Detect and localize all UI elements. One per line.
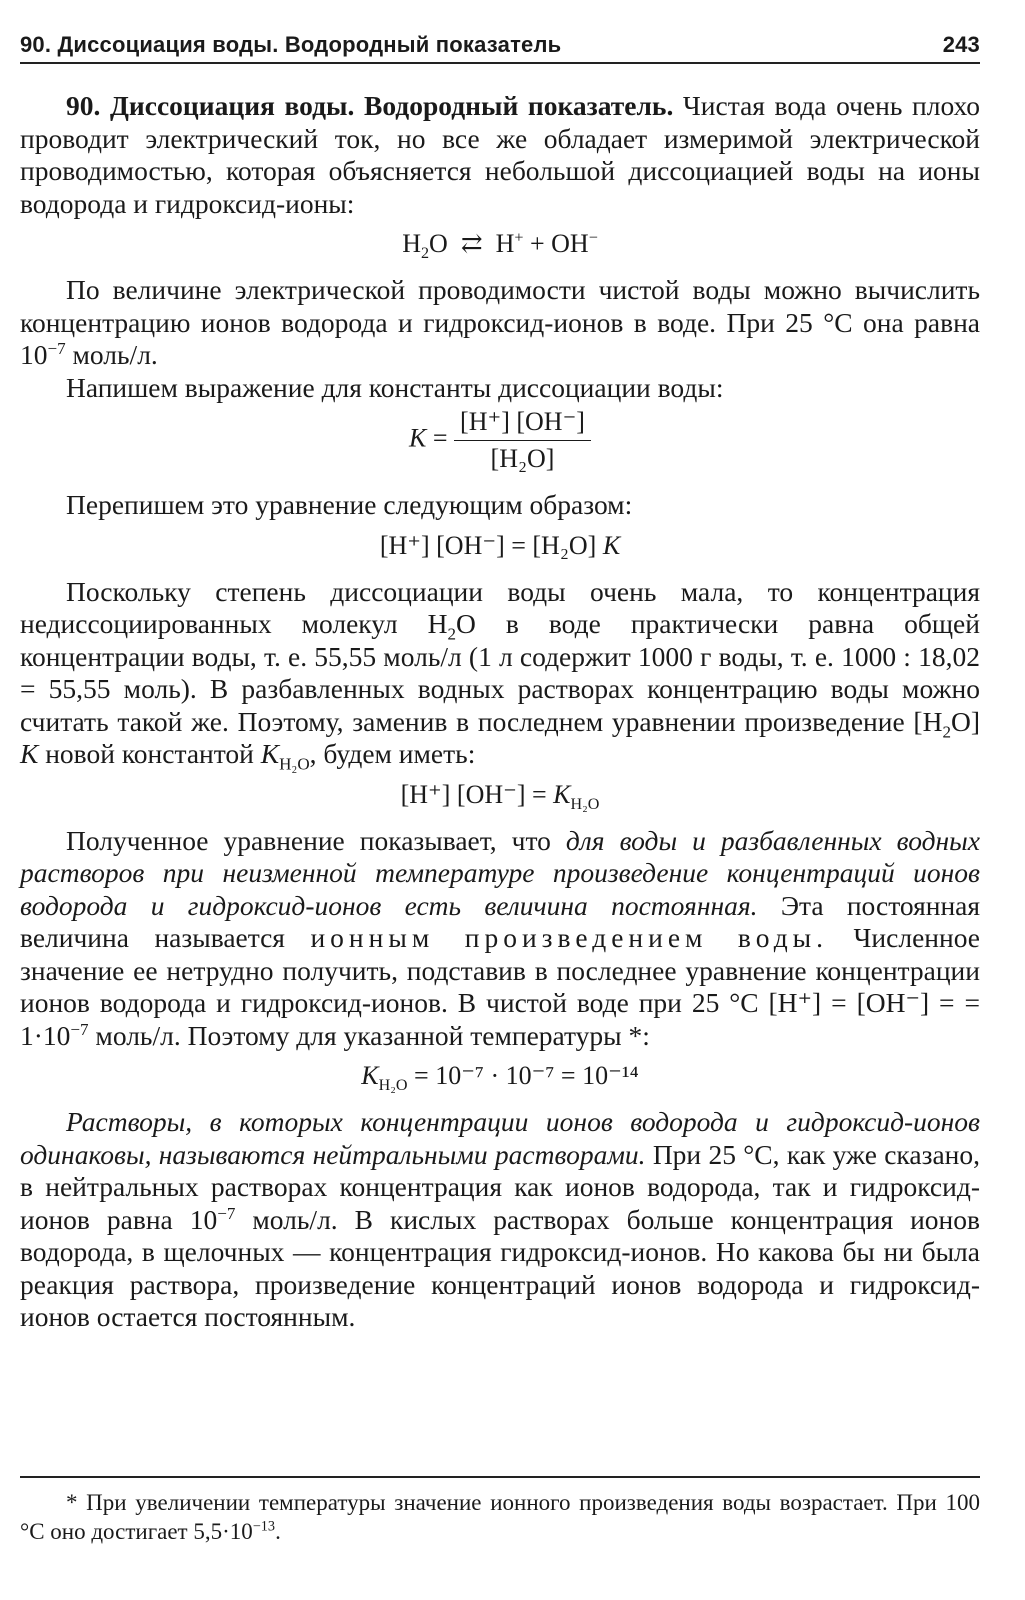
water-dissociation-equation	[20, 226, 980, 262]
section-heading: 90. Диссоциация воды. Водородный показатель.	[66, 90, 674, 121]
rewritten-equation	[20, 528, 980, 564]
eq5-text: = 10⁻⁷ · 10⁻⁷ = 10⁻¹⁴	[407, 1061, 639, 1090]
eq1-product-oh-charge: −	[588, 229, 598, 247]
p2-tail: моль/л.	[65, 339, 158, 370]
p5-sub-a: 2	[447, 624, 456, 644]
p6-term: ионным произведением воды.	[310, 922, 829, 953]
p7-part-a: При 25 °С, как уже сказано, в нейтральных растворах концентрация как ионов водорода, так и гидроксид-ионов равна 10	[20, 1138, 980, 1235]
p5-constant: K	[20, 738, 39, 769]
p7-italic-definition: Растворы, в которых концентрации ионов водорода и гидроксид-ионов одинаковы, называются нейтральными растворами.	[20, 1106, 980, 1170]
footnote-rule	[20, 1476, 980, 1478]
ionic-product-value	[20, 1058, 980, 1094]
fraction-denominator: [H₂O]	[490, 444, 555, 473]
eq3-constant: K	[602, 530, 621, 560]
eq1-product-h-charge: +	[514, 229, 524, 247]
running-head	[20, 22, 980, 58]
p5-constant-kw: K	[260, 738, 280, 769]
p5-part-c: O]	[950, 705, 980, 737]
eq4-constant: K	[553, 779, 571, 809]
p5-constant-kw-sub: H₂O	[279, 754, 310, 774]
intro-paragraph	[20, 90, 980, 220]
p5-part-b: O в воде практически равна общей концентрации воды, т. е. 55,55 моль/л (1 л содержит 1000 г воды, т. е. 1000 : 18,02 = 55,55 моль). В разбавленных водных растворах концентрацию воды можно считать такой же. Поэтому, заменив в последнем уравнении произведение [H	[20, 608, 980, 737]
constant-intro-paragraph: Напишем выражение для константы диссоциации воды:	[66, 371, 724, 403]
eq1-product-oh: OH	[551, 229, 589, 258]
equals-sign: =	[426, 423, 455, 453]
neutral-solutions-paragraph	[20, 1106, 980, 1334]
rewrite-paragraph: Перепишем это уравнение следующим образом:	[66, 489, 633, 520]
p5-part-e: , будем иметь:	[309, 738, 476, 769]
p6-part-b: Эта постоянная величина называется	[20, 889, 981, 953]
p5-part-d: новой константой	[38, 738, 261, 769]
p6-exponent: −7	[70, 1019, 89, 1039]
p7-exponent: −7	[217, 1203, 236, 1223]
page-body	[20, 90, 980, 1334]
p6-part-a: Полученное уравнение показывает, что	[66, 824, 566, 856]
p6-italic-statement: для воды и разбавленных водных растворов при неизменной температуре произведение концентраций ионов водорода и гидроксид-ионов есть величина постоянная.	[20, 824, 980, 921]
fraction	[454, 406, 591, 475]
p7-part-b: моль/л. В кислых растворах больше концентрация ионов водорода, в щелочных — концентрация гидроксид-ионов. Но какова бы ни была реакция раствора, произведение концентраций ионов водорода и гидроксид-ионов остается постоянным.	[20, 1203, 980, 1332]
conductivity-paragraph	[20, 274, 980, 372]
p5-part-a: Поскольку степень диссоциации воды очень мала, то концентрация недиссоциированных молекул H	[20, 575, 980, 639]
fraction-numerator: [H⁺] [OH⁻]	[454, 406, 591, 441]
eq5-constant-sub: H₂O	[378, 1077, 408, 1095]
constant-symbol: K	[409, 423, 427, 453]
eq1-product-h: H	[495, 229, 515, 258]
ionic-product-paragraph	[20, 825, 980, 1053]
header-rule	[20, 62, 980, 64]
eq1-reactant-sub: 2	[420, 245, 430, 263]
p5-sub-b: 2	[942, 722, 951, 741]
book-page	[20, 0, 980, 1600]
running-head-title: 90. Диссоциация воды. Водородный показатель	[20, 32, 562, 57]
footnote-exponent: −13	[252, 1518, 276, 1535]
p2-text: По величине электрической проводимости чистой воды можно вычислить концентрацию ионов водорода и гидроксид-ионов в воде. При 25 °С она равна 10	[20, 274, 980, 370]
footnote-text: * При увеличении температуры значение ионного произведения воды возрастает. При 100 °С оно достигает 5,5·10	[20, 1490, 980, 1544]
eq3-text: [H⁺] [OH⁻] = [H₂O]	[379, 530, 603, 560]
p2-exponent: −7	[47, 338, 66, 358]
p6-part-d: моль/л. Поэтому для указанной температуры *:	[88, 1019, 650, 1051]
equilibrium-arrow: ⇄	[460, 229, 483, 258]
page-number: 243	[942, 32, 980, 57]
dissociation-constant-formula	[20, 406, 980, 475]
eq1-reactant-tail: O	[429, 229, 448, 258]
footnote-tail: .	[275, 1519, 281, 1544]
footnote	[20, 1488, 980, 1546]
eq4-text: [H⁺] [OH⁻] =	[400, 779, 554, 809]
concentration-paragraph	[20, 575, 980, 774]
intro-text: Чистая вода очень плохо проводит электрический ток, но все же обладает измеримой электрической проводимостью, которая объясняется небольшой диссоциацией воды на ионы водорода и гидроксид-ионы:	[20, 90, 980, 219]
p6-part-c: Численное значение ее нетрудно получить, подставив в последнее уравнение концентрации ионов водорода и гидроксид-ионов. В чистой воде при 25 °С [H⁺] = [OH⁻] = = 1·10	[20, 922, 980, 1051]
eq1-plus: +	[523, 229, 552, 258]
eq4-constant-sub: H₂O	[570, 795, 600, 813]
ionic-product-equation	[20, 777, 980, 813]
eq5-constant: K	[361, 1061, 379, 1090]
eq1-reactant: H	[402, 229, 421, 258]
